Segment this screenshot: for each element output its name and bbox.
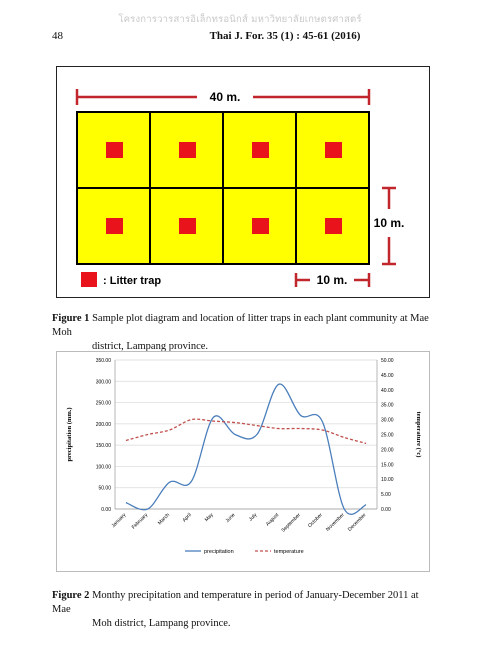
litter-trap-r2c1 (106, 218, 123, 234)
y2-tick-label: 5.00 (381, 492, 391, 499)
x-tick-label: November (325, 512, 346, 533)
cell-dimension-label: 10 m. (316, 273, 348, 287)
y-tick-label: 200.00 (95, 421, 111, 428)
figure-1-caption-text-line1: Sample plot diagram and location of litter traps in each plant community at Mae Moh (52, 313, 429, 338)
legend-litter-trap-swatch (81, 272, 97, 287)
y2-tick-label: 20.00 (381, 447, 394, 454)
y-tick-label: 300.00 (95, 379, 111, 386)
figure-2-caption-label: Figure 2 (52, 590, 90, 601)
height-dimension-label: 10 m. (373, 216, 405, 230)
precipitation-temperature-chart (57, 352, 429, 571)
figure-2-chart (56, 351, 430, 572)
litter-trap-r1c3 (252, 142, 269, 158)
figure-2-caption-text-line2: Moh district, Lampang province. (92, 618, 231, 629)
figure-1-sample-plot-diagram (56, 66, 430, 298)
y-axis-title: precipitation (mm.) (66, 407, 73, 462)
y-tick-label: 150.00 (95, 443, 111, 450)
y-tick-label: 100.00 (95, 464, 111, 471)
x-tick-label: September (280, 512, 302, 534)
litter-trap-r2c2 (179, 218, 196, 234)
x-tick-label: May (203, 512, 215, 524)
litter-trap-r1c2 (179, 142, 196, 158)
figure-2-caption (52, 589, 436, 631)
y2-tick-label: 30.00 (381, 417, 394, 424)
figure-1-caption-label: Figure 1 (52, 313, 90, 324)
y2-tick-label: 45.00 (381, 372, 394, 379)
legend-label-temperature: temperature (274, 549, 304, 555)
y2-tick-label: 35.00 (381, 402, 394, 409)
series-line-temperature (126, 419, 366, 443)
x-tick-label: June (224, 512, 237, 525)
x-tick-label: February (130, 512, 150, 531)
y2-tick-label: 40.00 (381, 387, 394, 394)
y-tick-label: 50.00 (98, 485, 111, 492)
x-tick-label: January (110, 512, 128, 529)
litter-trap-r2c3 (252, 218, 269, 234)
y-tick-label: 0.00 (101, 507, 111, 513)
y2-tick-label: 15.00 (381, 462, 394, 469)
figure-1-caption (52, 312, 436, 354)
series-line-precipitation (126, 384, 366, 514)
width-dimension-label: 40 m. (209, 90, 241, 104)
y2-tick-label: 10.00 (381, 477, 394, 484)
x-tick-label: August (264, 512, 281, 528)
y2-axis-title: temperature (°c) (415, 411, 422, 458)
x-tick-label: December (346, 512, 368, 533)
x-tick-label: March (156, 512, 171, 527)
page-number: 48 (52, 30, 63, 42)
journal-citation: Thai J. For. 35 (1) : 45-61 (2016) (209, 30, 361, 42)
x-tick-label: July (247, 512, 259, 523)
y2-tick-label: 25.00 (381, 432, 394, 439)
watermark-text: โครงการวารสารอิเล็กทรอนิกส์ มหาวิทยาลัยเกษตรศาสตร์ (118, 14, 362, 25)
legend-litter-trap-label: : Litter trap (103, 275, 162, 287)
y2-tick-label: 0.00 (381, 507, 391, 513)
x-tick-label: October (307, 512, 324, 529)
litter-trap-r2c4 (325, 218, 342, 234)
legend-label-precipitation: precipitation (204, 549, 234, 555)
figure-2-caption-text-line1: Monthy precipitation and temperature in period of January-December 2011 at Mae (52, 590, 419, 615)
figure-1-caption-text-line2: district, Lampang province. (92, 341, 209, 352)
litter-trap-r1c1 (106, 142, 123, 158)
y-tick-label: 350.00 (95, 358, 111, 364)
x-tick-label: April (181, 512, 193, 524)
y2-tick-label: 50.00 (381, 358, 394, 364)
y-tick-label: 250.00 (95, 400, 111, 407)
litter-trap-r1c4 (325, 142, 342, 158)
plot-diagram-svg (57, 67, 429, 297)
